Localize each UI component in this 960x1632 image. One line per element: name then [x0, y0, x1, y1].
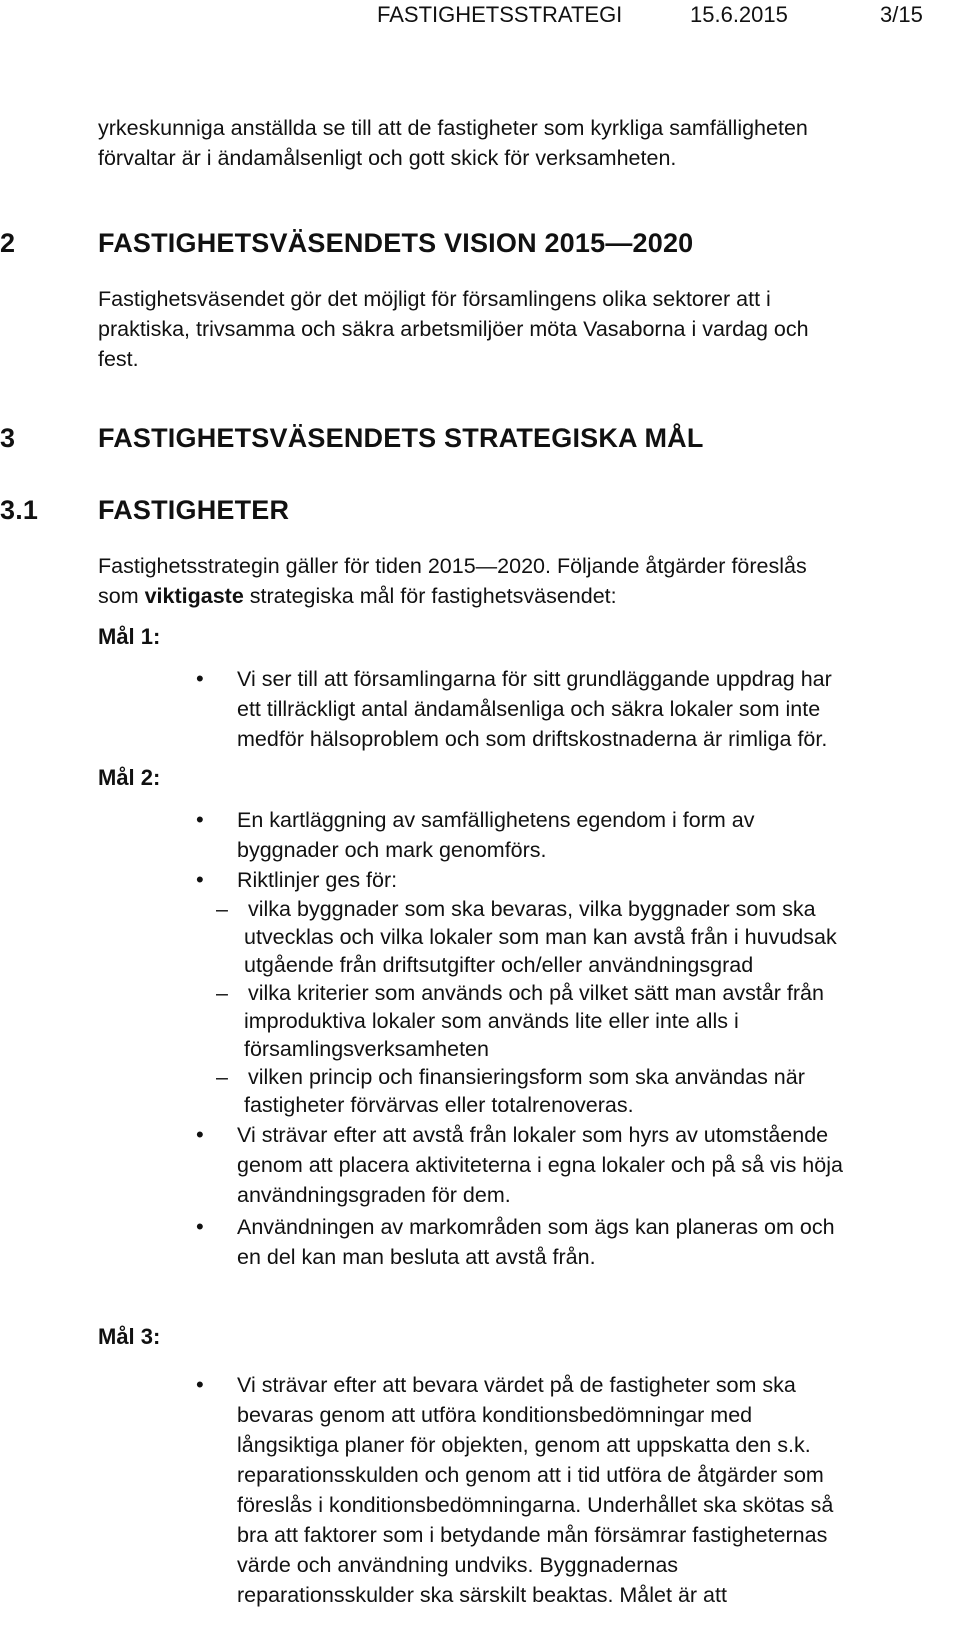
- dash-icon: –: [216, 897, 228, 921]
- goal-1-text-line-1: Vi ser till att församlingarna för sitt grundläggande uppdrag har: [237, 667, 832, 691]
- goal-3-label: Mål 3:: [98, 1324, 161, 1349]
- section-2-line-3: fest.: [98, 347, 139, 371]
- bullet-icon: •: [196, 1214, 204, 1239]
- bullet-icon: •: [196, 807, 204, 832]
- section-3-1-heading: FASTIGHETER: [98, 495, 290, 525]
- section-3-number: 3: [0, 423, 16, 453]
- goal-3-text-line-3: långsiktiga planer för objekten, genom att uppskatta den s.k.: [237, 1433, 811, 1457]
- goal-2-item-2: Riktlinjer ges för:: [237, 868, 398, 892]
- goal-2-item-4-line-2: en del kan man besluta att avstå från.: [237, 1245, 596, 1269]
- goal-2-subitem-1-line-3: utgående från driftsutgifter och/eller användningsgrad: [244, 953, 754, 977]
- header-date: 15.6.2015: [690, 2, 788, 27]
- goal-3-text-line-4: reparationsskulden och genom att i tid utföra de åtgärder som: [237, 1463, 824, 1487]
- section-3-1-line-1: Fastighetsstrategin gäller för tiden 2015—2020. Följande åtgärder föreslås: [98, 554, 807, 578]
- emphasis-viktigaste: viktigaste: [144, 584, 244, 608]
- header-title: FASTIGHETSSTRATEGI: [377, 2, 623, 27]
- goal-2-item-3-line-3: användningsgraden för dem.: [237, 1183, 511, 1207]
- goal-3-text-line-6: bra att faktorer som i betydande mån försämrar fastigheternas: [237, 1523, 828, 1547]
- goal-2-subitem-2-line-1: vilka kriterier som används och på vilket sätt man avstår från: [248, 981, 824, 1005]
- section-2-line-1: Fastighetsväsendet gör det möjligt för församlingens olika sektorer att i: [98, 287, 771, 311]
- section-2-number: 2: [0, 228, 16, 258]
- bullet-icon: •: [196, 867, 204, 892]
- goal-3-text-line-2: bevaras genom att utföra konditionsbedömningar med: [237, 1403, 753, 1427]
- section-3-heading: FASTIGHETSVÄSENDETS STRATEGISKA MÅL: [98, 423, 704, 453]
- goal-3-text-line-8: reparationsskulder ska särskilt beaktas. Målet är att: [237, 1583, 727, 1607]
- goal-2-subitem-2-line-3: församlingsverksamheten: [244, 1037, 489, 1061]
- goal-2-subitem-1-line-1: vilka byggnader som ska bevaras, vilka byggnader som ska: [248, 897, 816, 921]
- goal-2-subitem-3-line-1: vilken princip och finansieringsform som ska användas när: [248, 1065, 805, 1089]
- goal-2-item-3-line-2: genom att placera aktiviteterna i egna lokaler och på så vis höja: [237, 1153, 843, 1177]
- goal-2-subitem-1-line-2: utvecklas och vilka lokaler som man kan avstå från i huvudsak: [244, 925, 837, 949]
- dash-icon: –: [216, 1065, 228, 1089]
- header-page-number: 3/15: [880, 2, 923, 27]
- dash-icon: –: [216, 981, 228, 1005]
- goal-3-text-line-1: Vi strävar efter att bevara värdet på de fastigheter som ska: [237, 1373, 796, 1397]
- intro-line-2: förvaltar är i ändamålsenligt och gott skick för verksamheten.: [98, 146, 677, 170]
- section-2-line-2: praktiska, trivsamma och säkra arbetsmiljöer möta Vasaborna i vardag och: [98, 317, 809, 341]
- goal-2-item-3-line-1: Vi strävar efter att avstå från lokaler som hyrs av utomstående: [237, 1123, 829, 1147]
- bullet-icon: •: [196, 1372, 204, 1397]
- bullet-icon: •: [196, 1122, 204, 1147]
- goal-2-label: Mål 2:: [98, 765, 161, 790]
- goal-1-label: Mål 1:: [98, 624, 161, 649]
- section-3-1-number: 3.1: [0, 495, 39, 525]
- goal-3-text-line-7: värde och användning undviks. Byggnadernas: [237, 1553, 679, 1577]
- bullet-icon: •: [196, 666, 204, 691]
- section-3-1-line-2: som viktigaste strategiska mål för fastighetsväsendet:: [98, 584, 617, 608]
- goal-1-text-line-3: medför hälsoproblem och som driftskostnaderna är rimliga för.: [237, 727, 828, 751]
- goal-2-subitem-2-line-2: improduktiva lokaler som används lite eller inte alls i: [244, 1009, 739, 1033]
- goal-2-item-4-line-1: Användningen av markområden som ägs kan planeras om och: [237, 1215, 835, 1239]
- section-2-heading: FASTIGHETSVÄSENDETS VISION 2015—2020: [98, 228, 694, 258]
- goal-2-item-1-line-2: byggnader och mark genomförs.: [237, 838, 547, 862]
- goal-2-subitem-3-line-2: fastigheter förvärvas eller totalrenoveras.: [244, 1093, 634, 1117]
- intro-line-1: yrkeskunniga anställda se till att de fastigheter som kyrkliga samfälligheten: [98, 116, 808, 140]
- goal-3-text-line-5: föreslås i konditionsbedömningarna. Underhållet ska skötas så: [237, 1493, 834, 1517]
- goal-1-text-line-2: ett tillräckligt antal ändamålsenliga och säkra lokaler som inte: [237, 697, 821, 721]
- goal-2-item-1-line-1: En kartläggning av samfällighetens egendom i form av: [237, 808, 755, 832]
